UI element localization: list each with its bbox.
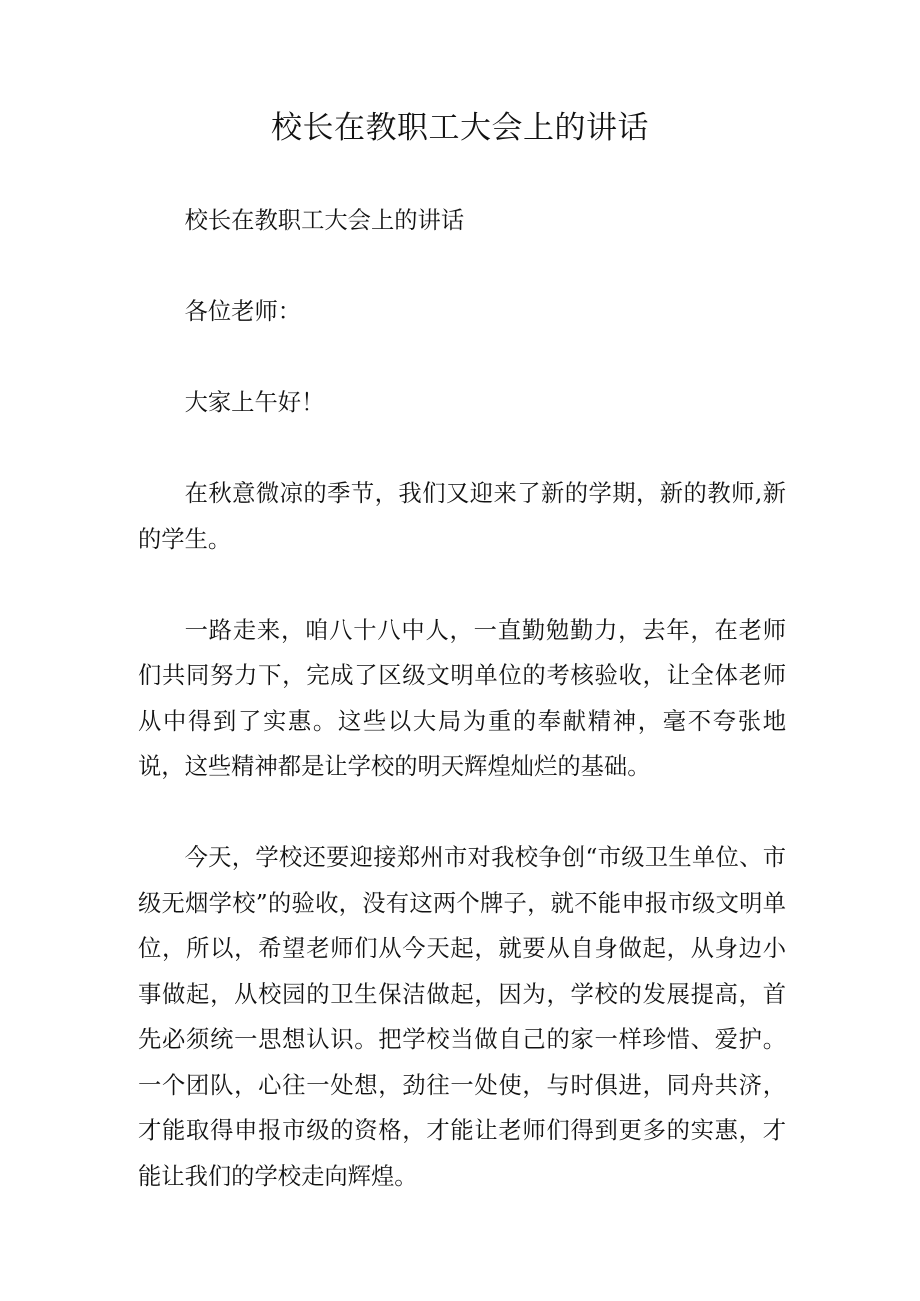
document-title: 校长在教职工大会上的讲话 [271,110,649,146]
paragraph-subtitle: 校长在教职工大会上的讲话 [184,207,465,234]
document-body [138,198,786,1199]
paragraph-upcoming-inspection: 今天，学校还要迎接郑州市对我校争创“市级卫生单位、市级无烟学校”的验收，没有这两个牌子，就不能申报市级文明单位，所以，希望老师们从今天起，就要从自身做起，从身边小事做起，从校园的卫生保洁做起，因为，学校的发展提高，首先必须统一思想认识。把学校当做自己的家一样珍惜、爱护。一个团队，心往一处想，劲往一处使，与时俱进，同舟共济，才能取得申报市级的资格，才能让老师们得到更多的实惠，才能让我们的学校走向辉煌。 [138,844,786,1190]
paragraph-greeting: 大家上午好！ [184,389,325,416]
paragraph-salutation: 各位老师： [184,298,302,325]
paragraph-new-semester: 在秋意微凉的季节，我们又迎来了新的学期，新的教师,新的学生。 [138,480,786,553]
paragraph-past-achievements: 一路走来，咱八十八中人，一直勤勉勤力，去年，在老师们共同努力下，完成了区级文明单位的考核验收，让全体老师从中得到了实惠。这些以大局为重的奉献精神，毫不夸张地说，这些精神都是让学校的明天辉煌灿烂的基础。 [138,616,786,780]
